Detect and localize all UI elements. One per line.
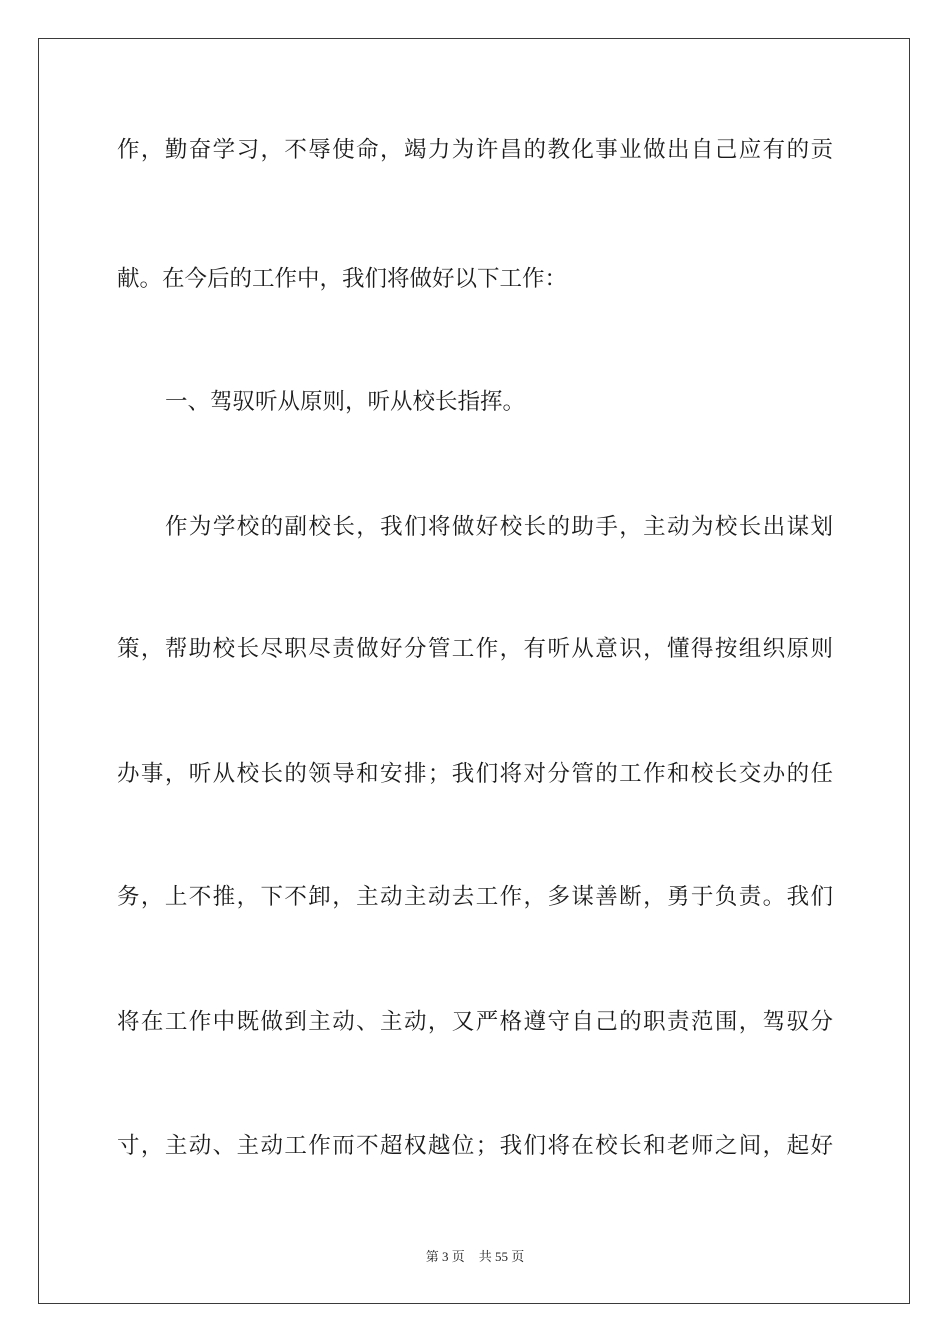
section-heading-1: 一、驾驭听从原则，听从校长指挥。 [165,389,526,415]
page-number: 第 3 页 [425,1249,465,1264]
body-line-8: 将在工作中既做到主动、主动，又严格遵守自己的职责范围，驾驭分 [117,1009,833,1035]
page-border [38,38,910,1304]
body-line-2: 献。在今后的工作中，我们将做好以下工作： [117,266,568,292]
page-total: 共 55 页 [478,1249,525,1264]
body-line-4: 作为学校的副校长，我们将做好校长的助手，主动为校长出谋划 [165,514,833,540]
body-line-6: 办事，听从校长的领导和安排；我们将对分管的工作和校长交办的任 [117,761,833,787]
body-line-5: 策，帮助校长尽职尽责做好分管工作，有听从意识，懂得按组织原则 [117,636,833,662]
body-line-7: 务，上不推，下不卸，主动主动去工作，多谋善断，勇于负责。我们 [117,884,833,910]
body-line-1: 作，勤奋学习，不辱使命，竭力为许昌的教化事业做出自己应有的贡 [117,137,833,163]
page-footer [0,1249,950,1265]
body-line-9: 寸，主动、主动工作而不超权越位；我们将在校长和老师之间，起好 [117,1133,833,1159]
